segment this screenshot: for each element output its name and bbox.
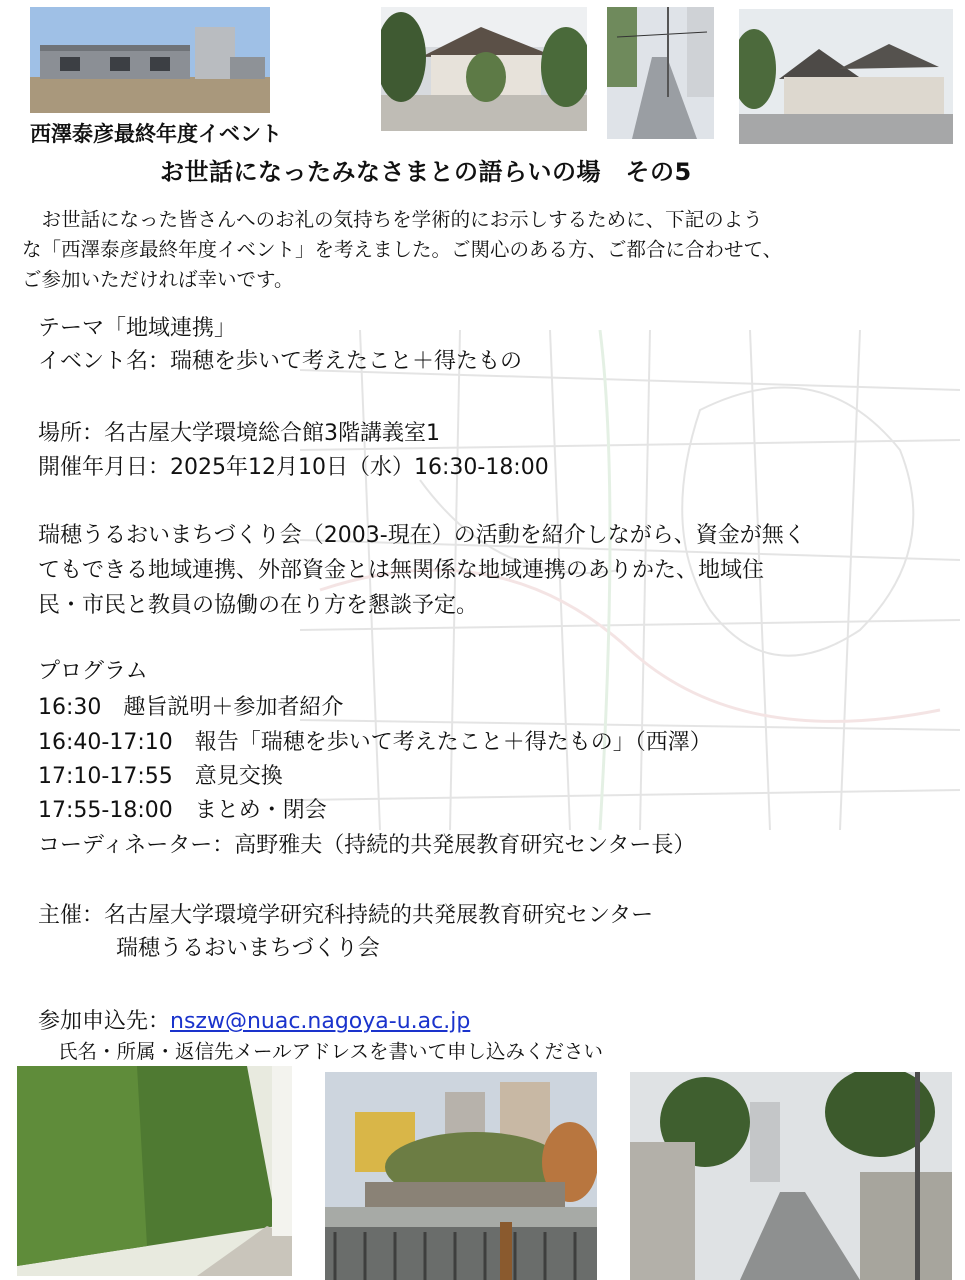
organizer-1: 名古屋大学環境学研究科持続的共発展教育研究センター <box>104 903 654 928</box>
supra-title: 西澤泰彦最終年度イベント <box>30 122 282 146</box>
photo-hedge-path <box>17 1066 292 1276</box>
program-time: 16:40-17:10 <box>38 730 173 755</box>
program-time: 16:30 <box>38 695 102 720</box>
description-line: てもできる地域連携、外部資金とは無関係な地域連携のありかた、地域住 <box>38 558 765 583</box>
program-text: 趣旨説明＋参加者紹介 <box>123 695 344 720</box>
photo-old-house <box>381 7 587 131</box>
intro-paragraph <box>22 205 952 295</box>
organizers-label: 主催： <box>38 903 105 928</box>
program-coordinator: コーディネーター：高野雅夫（持続的共発展教育研究センター長） <box>38 833 696 858</box>
description-line: 民・市民と教員の協働の在り方を懇談予定。 <box>38 593 479 618</box>
page-title: お世話になったみなさまとの語らいの場 その5 <box>160 158 692 186</box>
intro-line: お世話になった皆さんへのお礼の気持ちを学術的にお示しするために、下記のよう <box>22 208 763 231</box>
event-description <box>38 518 958 623</box>
event-place: 場所：名古屋大学環境総合館3階講義室1 <box>38 421 440 446</box>
program-item <box>38 732 712 754</box>
program-item <box>38 800 327 822</box>
photo-corner-house <box>739 9 953 144</box>
intro-line: な「西澤泰彦最終年度イベント」を考えました。ご関心のある方、ご都合に合わせて、 <box>22 238 783 261</box>
event-date: 開催年月日：2025年12月10日（水）16:30-18:00 <box>38 455 549 480</box>
program-item <box>38 697 343 719</box>
program-time: 17:10-17:55 <box>38 764 173 789</box>
application-email-link[interactable]: nszw@nuac.nagoya-u.ac.jp <box>170 1009 471 1034</box>
application <box>38 1011 470 1033</box>
photo-stone-wall-garden <box>325 1072 597 1280</box>
program-text: 意見交換 <box>194 764 283 789</box>
organizers <box>38 905 653 927</box>
application-note: 氏名・所属・返信先メールアドレスを書いて申し込みください <box>58 1040 604 1063</box>
program-heading: プログラム <box>38 659 148 684</box>
program-time: 17:55-18:00 <box>38 798 173 823</box>
program-text: 報告「瑞穂を歩いて考えたこと＋得たもの」（西澤） <box>194 730 712 755</box>
application-label: 参加申込先： <box>38 1009 171 1034</box>
intro-line: ご参加いただければ幸いです。 <box>22 268 294 291</box>
event-name: イベント名：瑞穂を歩いて考えたこと＋得たもの <box>38 349 523 374</box>
event-theme: テーマ「地域連携」 <box>38 316 237 341</box>
organizer-2: 瑞穂うるおいまちづくり会 <box>116 936 380 961</box>
program-item <box>38 766 283 788</box>
photo-downhill-street <box>630 1072 952 1280</box>
photo-modern-building <box>30 7 270 113</box>
description-line: 瑞穂うるおいまちづくり会（2003-現在）の活動を紹介しながら、資金が無く <box>38 523 806 548</box>
program-text: まとめ・閉会 <box>194 798 327 823</box>
photo-sloped-street <box>607 7 714 139</box>
